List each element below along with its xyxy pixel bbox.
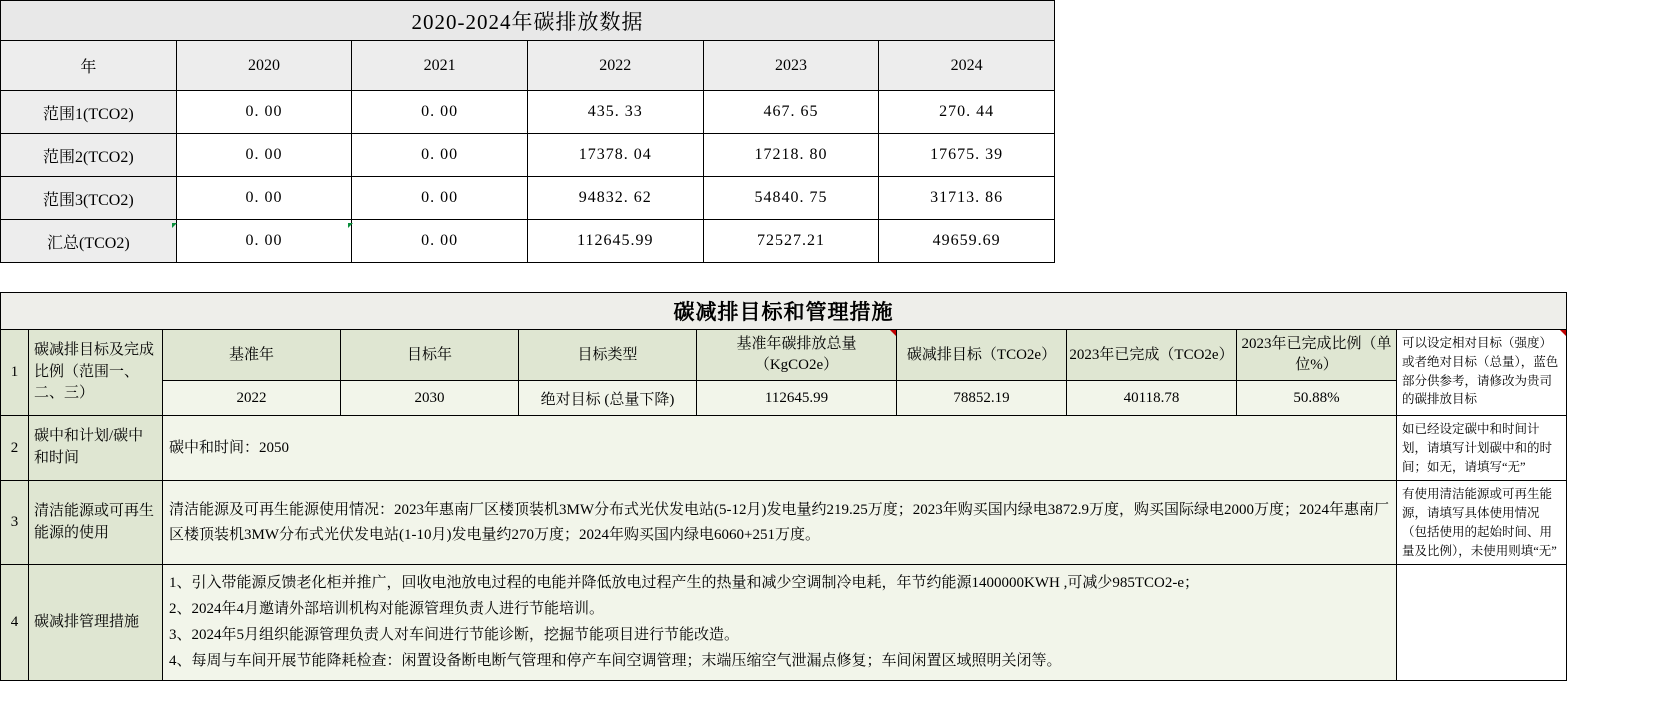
goals-row-index-1: 1 (1, 330, 29, 416)
table-row (1, 134, 1055, 177)
emissions-cell-total-2021: 0. 00 (352, 220, 528, 263)
table-row (1, 177, 1055, 220)
emissions-cell-scope3-2022: 94832. 62 (527, 177, 703, 220)
goals-header-completed-ratio-2023: 2023年已完成比例（单位%） (1237, 330, 1397, 381)
emissions-header-2021: 2021 (352, 41, 528, 91)
goals-note-2: 如已经设定碳中和时间计划，请填写计划碳中和的时间；如无，请填写“无” (1397, 416, 1567, 481)
emissions-cell-scope2-2022: 17378. 04 (527, 134, 703, 177)
table-row (1, 330, 1567, 381)
goals-measure-line-4: 4、每周与车间开展节能降耗检查：闲置设备断电断气管理和停产车间空调管理；末端压缩空气泄漏点修复；车间闲置区域照明关闭等。 (169, 652, 1062, 669)
emissions-cell-scope2-2021: 0. 00 (352, 134, 528, 177)
table-row (1, 416, 1567, 481)
goals-content-2: 碳中和时间：2050 (163, 416, 1397, 481)
emissions-row-label-scope3: 范围3(TCO2) (1, 177, 177, 220)
emissions-cell-scope1-2021: 0. 00 (352, 91, 528, 134)
goals-row-index-3: 3 (1, 481, 29, 565)
goals-value-target-year: 2030 (341, 381, 519, 416)
goals-row-name-1: 碳减排目标及完成比例（范围一、二、三） (29, 330, 163, 416)
formula-marker-icon (348, 223, 353, 228)
goals-table-container (0, 292, 1672, 681)
goals-row-name-3: 清洁能源或可再生能源的使用 (29, 481, 163, 565)
emissions-header-2022: 2022 (527, 41, 703, 91)
emissions-table-container (0, 0, 1055, 263)
emissions-header-2024: 2024 (879, 41, 1055, 91)
emissions-cell-scope2-2023: 17218. 80 (703, 134, 879, 177)
goals-header-baseline-total: 基准年碳排放总量（KgCO2e） (697, 330, 897, 381)
goals-value-baseline-total: 112645.99 (697, 381, 897, 416)
emissions-cell-scope1-2022: 435. 33 (527, 91, 703, 134)
goals-note-3: 有使用清洁能源或可再生能源，请填写具体使用情况（包括使用的起始时间、用量及比例），未使用则填“无” (1397, 481, 1567, 565)
goals-content-3: 清洁能源及可再生能源使用情况：2023年惠南厂区楼顶装机3MW分布式光伏发电站(5-12月)发电量约219.25万度；2023年购买国内绿电3872.9万度，购买国际绿电2000万度；2024年惠南厂区楼顶装机3MW分布式光伏发电站(1-10月)发电量约270万度；2024年购买国内绿电6060+251万度。 (163, 481, 1397, 565)
emissions-cell-total-2023: 72527.21 (703, 220, 879, 263)
emissions-row-label-scope1: 范围1(TCO2) (1, 91, 177, 134)
emissions-cell-total-2022: 112645.99 (527, 220, 703, 263)
goals-header-baseline-year: 基准年 (163, 330, 341, 381)
emissions-header-year-label: 年 (1, 41, 177, 91)
emissions-table-title: 2020-2024年碳排放数据 (1, 1, 1055, 41)
emissions-cell-scope2-2024: 17675. 39 (879, 134, 1055, 177)
goals-row-index-4: 4 (1, 565, 29, 681)
emissions-row-label-scope2: 范围2(TCO2) (1, 134, 177, 177)
table-row (1, 565, 1567, 681)
emissions-cell-scope2-2020: 0. 00 (176, 134, 352, 177)
emissions-row-label-total: 汇总(TCO2) (1, 220, 177, 263)
emissions-cell-scope1-2020: 0. 00 (176, 91, 352, 134)
goals-row-name-2: 碳中和计划/碳中和时间 (29, 416, 163, 481)
goals-value-completed-2023: 40118.78 (1067, 381, 1237, 416)
goals-value-baseline-year: 2022 (163, 381, 341, 416)
goals-measure-line-3: 3、2024年5月组织能源管理负责人对车间进行节能诊断，挖掘节能项目进行节能改造。 (169, 626, 740, 643)
emissions-cell-scope3-2023: 54840. 75 (703, 177, 879, 220)
goals-value-reduction-target: 78852.19 (897, 381, 1067, 416)
emissions-cell-scope3-2020: 0. 00 (176, 177, 352, 220)
goals-header-target-type: 目标类型 (519, 330, 697, 381)
emissions-header-row (1, 41, 1055, 91)
emissions-cell-total-2024: 49659.69 (879, 220, 1055, 263)
table-row (1, 481, 1567, 565)
emissions-cell-scope3-2021: 0. 00 (352, 177, 528, 220)
goals-row-name-4: 碳减排管理措施 (29, 565, 163, 681)
goals-measure-line-2: 2、2024年4月邀请外部培训机构对能源管理负责人进行节能培训。 (169, 601, 605, 618)
table-row (1, 220, 1055, 263)
goals-header-reduction-target: 碳减排目标（TCO2e） (897, 330, 1067, 381)
goals-header-completed-2023: 2023年已完成（TCO2e） (1067, 330, 1237, 381)
table-row (1, 381, 1567, 416)
goals-table (0, 292, 1567, 681)
emissions-table (0, 0, 1055, 263)
emissions-header-2020: 2020 (176, 41, 352, 91)
goals-note-1: 可以设定相对目标（强度）或者绝对目标（总量），蓝色部分供参考，请修改为贵司的碳排放目标 (1397, 330, 1567, 416)
goals-value-target-type: 绝对目标 (总量下降) (519, 381, 697, 416)
goals-value-completed-ratio-2023: 50.88% (1237, 381, 1397, 416)
emissions-cell-scope3-2024: 31713. 86 (879, 177, 1055, 220)
emissions-cell-scope1-2023: 467. 65 (703, 91, 879, 134)
goals-table-title: 碳减排目标和管理措施 (1, 293, 1567, 330)
goals-content-4 (163, 565, 1397, 681)
emissions-cell-scope1-2024: 270. 44 (879, 91, 1055, 134)
goals-note-4 (1397, 565, 1567, 681)
goals-row-index-2: 2 (1, 416, 29, 481)
emissions-cell-total-2020: 0. 00 (176, 220, 352, 263)
goals-measure-line-1: 1、引入带能源反馈老化柜并推广，回收电池放电过程的电能并降低放电过程产生的热量和减少空调制冷电耗，年节约能源1400000KWH ,可减少985TCO2-e； (169, 575, 1199, 592)
table-row (1, 91, 1055, 134)
emissions-header-2023: 2023 (703, 41, 879, 91)
formula-marker-icon (172, 223, 177, 228)
goals-header-target-year: 目标年 (341, 330, 519, 381)
